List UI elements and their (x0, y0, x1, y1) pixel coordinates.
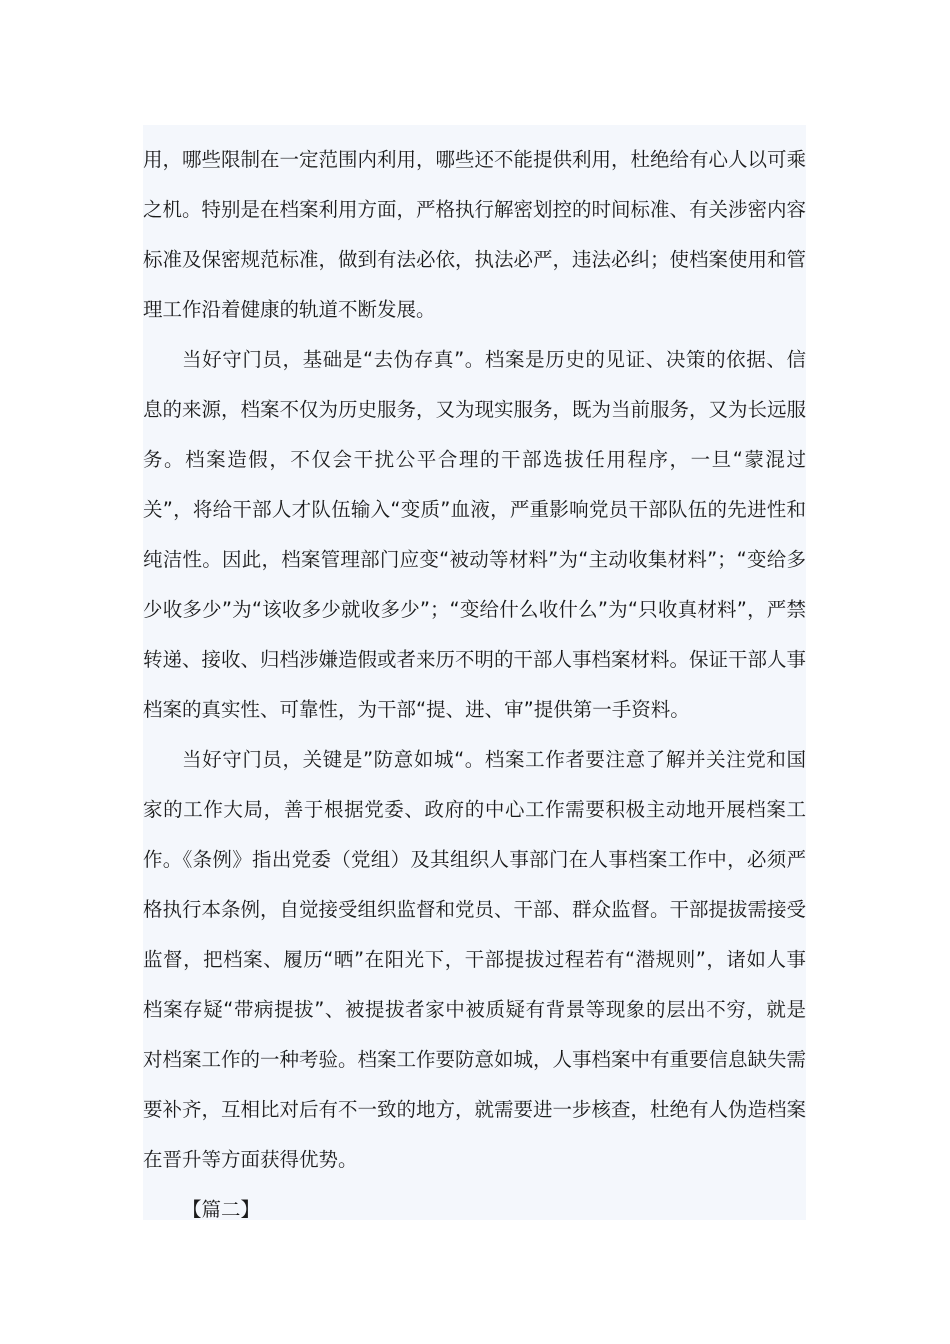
paragraph-2: 当好守门员，基础是“去伪存真”。档案是历史的见证、决策的依据、信息的来源，档案不仅为历史服务，又为现实服务，既为当前服务，又为长远服务。档案造假，不仅会干扰公平合理的干部选拔任用程序，一旦“蒙混过关”，将给干部人才队伍输入“变质”血液，严重影响党员干部队伍的先进性和纯洁性。因此，档案管理部门应变“被动等材料”为“主动收集材料”；“变给多少收多少”为“该收多少就收多少”；“变给什么收什么”为“只收真材料”，严禁转递、接收、归档涉嫌造假或者来历不明的干部人事档案材料。保证干部人事档案的真实性、可靠性，为干部“提、进、审”提供第一手资料。 (143, 348, 807, 721)
document-body (143, 125, 806, 1220)
paragraph-3: 当好守门员，关键是”防意如城“。档案工作者要注意了解并关注党和国家的工作大局，善于根据党委、政府的中心工作需要积极主动地开展档案工作。《条例》指出党委（党组）及其组织人事部门在人事档案工作中，必须严格执行本条例，自觉接受组织监督和党员、干部、群众监督。干部提拔需接受监督，把档案、履历“晒”在阳光下，干部提拔过程若有“潜规则”，诸如人事档案存疑“带病提拔”、被提拔者家中被质疑有背景等现象的层出不穷，就是对档案工作的一种考验。档案工作要防意如城，人事档案中有重要信息缺失需要补齐，互相比对后有不一致的地方，就需要进一步核查，杜绝有人伪造档案在晋升等方面获得优势。 (143, 748, 807, 1171)
section-heading: 【篇二】 (182, 1198, 261, 1221)
paragraph-1: 用，哪些限制在一定范围内利用，哪些还不能提供利用，杜绝给有心人以可乘之机。特别是在档案利用方面，严格执行解密划控的时间标准、有关涉密内容标准及保密规范标准，做到有法必依，执法必严，违法必纠；使档案使用和管理工作沿着健康的轨道不断发展。 (143, 148, 807, 321)
